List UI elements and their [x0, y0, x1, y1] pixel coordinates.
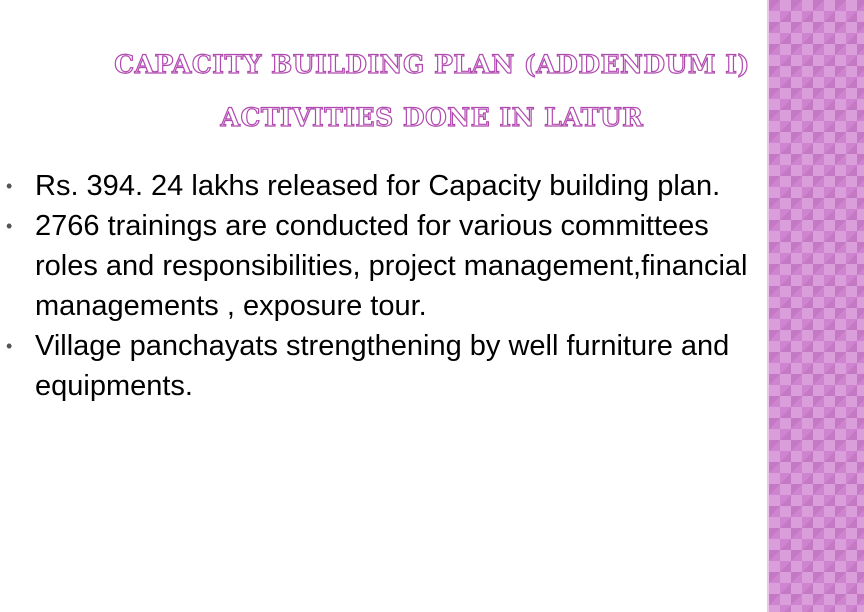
- bullet-icon: •: [6, 176, 13, 196]
- slide-title: [0, 50, 864, 79]
- slide-subtitle: [0, 103, 864, 132]
- bullet-list: [6, 166, 860, 406]
- slide-subtitle-text: ACTIVITIES DONE IN LATUR: [220, 103, 644, 132]
- bullet-item: [6, 206, 770, 326]
- bullet-text: Rs. 394. 24 lakhs released for Capacity building plan.: [35, 170, 721, 202]
- bullet-item: [6, 166, 860, 206]
- slide-title-text: CAPACITY BUILDING PLAN (ADDENDUM I): [114, 50, 750, 79]
- bullet-item: [6, 326, 735, 406]
- bullet-text: Village panchayats strengthening by well furniture and equipments.: [35, 330, 730, 402]
- bullet-icon: •: [6, 216, 13, 236]
- bullet-icon: •: [6, 336, 13, 356]
- bullet-text: 2766 trainings are conducted for various committees roles and responsibilities, project management,financial managements , exposure tour.: [35, 210, 748, 322]
